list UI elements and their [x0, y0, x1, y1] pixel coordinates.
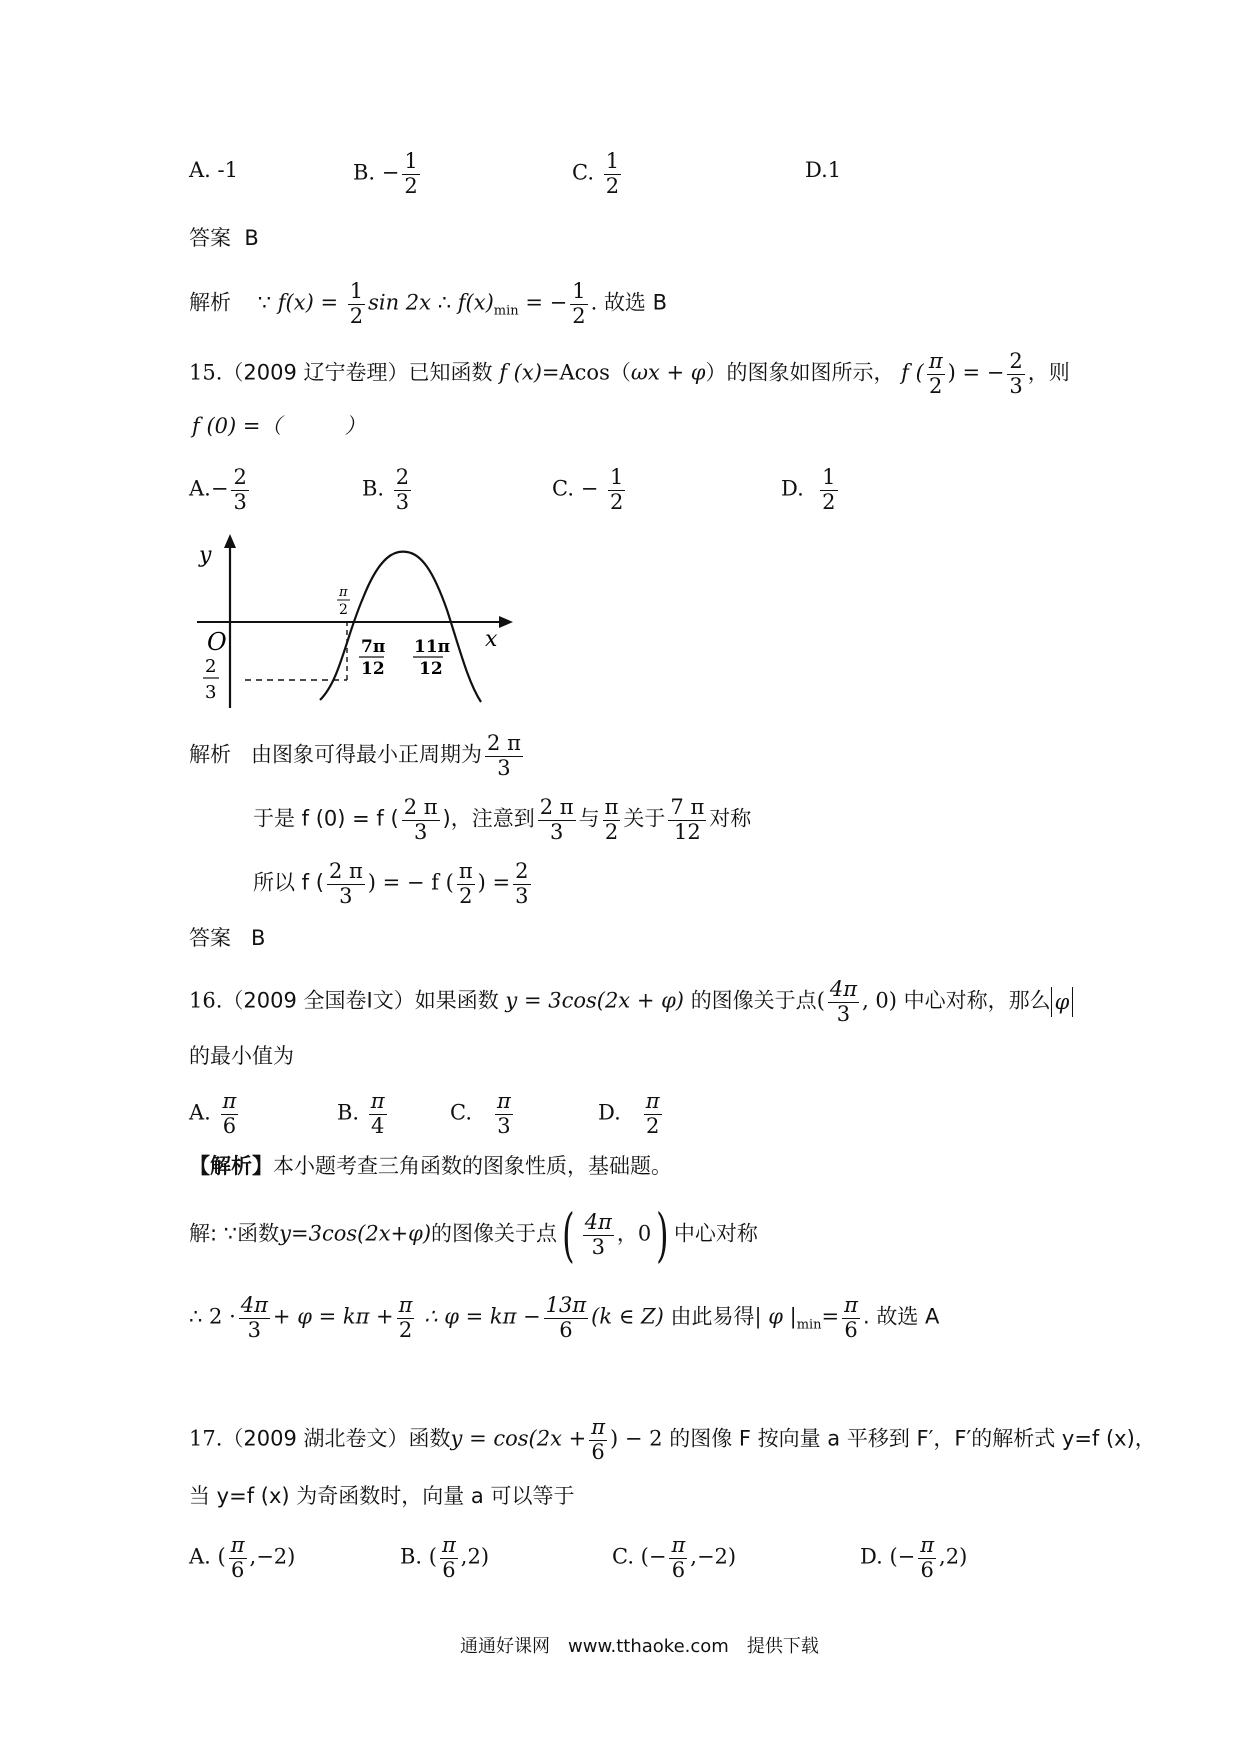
q16-solution-line1: 解: ∵函数y=3cos(2x+φ)的图像关于点( $\frac{4\pi}{3}$ ，0) 中心对称 [189, 1201, 758, 1269]
tick-neg-den: 3 [205, 682, 217, 703]
tick-7pi12-num: 7π [361, 637, 386, 657]
tick-11pi12-num: 11π [414, 637, 451, 657]
q17-stem: 17.（2009 湖北卷文）函数y = cos(2x + $\frac{\pi}{6}$ ) − 2 的图像 F 按向量 a 平移到 F′，F′的解析式 y=f (x)， [189, 1415, 1156, 1464]
q14-option-c: C. $\frac{1}{2}$ [572, 149, 620, 198]
q15-option-d: D. $\frac{1}{2}$ [781, 465, 836, 514]
q16-option-c: C. $\frac{\pi}{3}$ [450, 1089, 511, 1138]
page-footer: 通通好课网 www.tthaoke.com 提供下载 [460, 1636, 819, 1657]
y-axis-arrow [224, 534, 236, 548]
q15-analysis-line3: 所以 f ( $\frac{2 \pi}{3}$ ) = − f ( $\frac{\pi}{2}$ ) = $\frac{2}{3}$ [253, 859, 529, 908]
q14-option-b: B. − $\frac{1}{2}$ [353, 149, 418, 198]
tick-11pi12-den: 12 [419, 659, 443, 679]
tick-7pi12-den: 12 [361, 659, 385, 679]
q15-cosine-graph [185, 530, 515, 718]
q14-answer: 答案 B [189, 226, 259, 250]
q15-option-c: C. − $\frac{1}{2}$ [552, 465, 624, 514]
tick-neg-num: 2 [205, 656, 217, 677]
q16-solution-line2: ∴ 2 · $\frac{4\pi}{3}$ + φ = kπ + $\frac{\pi}{2}$ ∴ φ = kπ − $\frac{13\pi}{6}$ (k ∈ Z) 由此易得| φ $|_{min}=$ $\frac{\pi}{6}$ . 故选 A [189, 1293, 940, 1342]
q16-option-b: B. $\frac{\pi}{4}$ [337, 1089, 385, 1138]
q17-option-c: C. (− $\frac{\pi}{6}$ ,−2) [612, 1533, 737, 1582]
x-axis-arrow [499, 616, 513, 628]
q16-bracket-analysis: 【解析】本小题考查三角函数的图象性质，基础题。 [189, 1154, 672, 1178]
q17-option-a: A. ( $\frac{\pi}{6}$ ,−2) [189, 1533, 296, 1582]
q17-option-b: B. ( $\frac{\pi}{6}$ ,2) [400, 1533, 490, 1582]
tick-pi2-den: 2 [339, 602, 348, 618]
q15-analysis-line1: 解析 由图象可得最小正周期为 $\frac{2 \pi}{3}$ [189, 731, 521, 780]
q15-stem: 15.（2009 辽宁卷理）已知函数 f (x)=Acos（ωx + φ）的图象如图所示， f ( $\frac{\pi}{2}$ ) = − $\frac{2}{3}$ ，则 [189, 349, 1070, 398]
q16-option-d: D. $\frac{\pi}{2}$ [598, 1089, 660, 1138]
q17-option-d: D. (− $\frac{\pi}{6}$ ,2) [860, 1533, 968, 1582]
q15-answer: 答案 B [189, 926, 266, 950]
q16-stem-line2: 的最小值为 [189, 1044, 294, 1068]
q15-option-a: A.− $\frac{2}{3}$ [189, 465, 247, 514]
y-axis-label: y [199, 543, 212, 568]
q17-stem-line2: 当 y=f (x) 为奇函数时，向量 a 可以等于 [189, 1484, 575, 1508]
x-axis-label: x [485, 627, 498, 652]
q14-option-d: D.1 [805, 158, 842, 182]
q16-option-a: A. $\frac{\pi}{6}$ [189, 1089, 237, 1138]
q15-analysis-line2: 于是 f (0) = f ( $\frac{2 \pi}{3}$ )，注意到 $\frac{2 \pi}{3}$ 与 $\frac{\pi}{2}$ 关于 $\frac{7 \pi}{12}$ 对称 [253, 795, 752, 844]
tick-pi2-num: π [339, 585, 348, 600]
q14-option-a: A. -1 [189, 158, 238, 182]
q15-stem-line2: f (0) =（ ） [192, 414, 366, 438]
q15-option-b: B. $\frac{2}{3}$ [362, 465, 410, 514]
origin-label: O [207, 628, 227, 656]
q16-stem: 16.（2009 全国卷Ⅰ文）如果函数 y = 3cos(2x + φ) 的图像关于点( $\frac{4\pi}{3}$ , 0) 中心对称，那么 φ [189, 978, 1073, 1026]
q14-analysis: 解析 ∵ f(x) = $\frac{1}{2}$ sin 2x ∴ $f(x)_{min}$ = − $\frac{1}{2}$ . 故选 B [189, 279, 668, 328]
